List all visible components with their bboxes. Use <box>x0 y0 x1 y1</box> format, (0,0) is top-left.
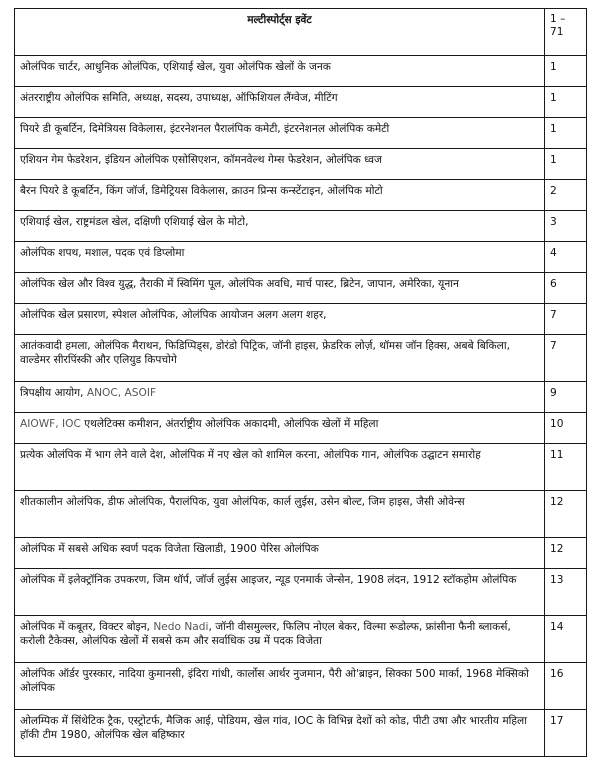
page-number: 17 <box>545 710 587 757</box>
page-number: 1 <box>545 118 587 149</box>
page-number: 1 <box>545 87 587 118</box>
topic-text: प्रत्येक ओलंपिक में भाग लेने वाले देश, ओलंपिक में नए खेल को शामिल करना, ओलंपिक गान, ओलंपिक उद्घाटन समारोह <box>20 449 481 461</box>
table-row <box>15 118 587 149</box>
topic-cell <box>15 304 545 335</box>
topic-text: ओलम्पिक में सिंथेटिक ट्रैक, एस्ट्रोटर्फ, मैजिक आई, पोडियम, खेल गांव, IOC के विभिन्न देशों को कोड, पीटी उषा और भारतीय महिला हॉकी टीम 1980, ओलंपिक खेल बहिष्कार <box>20 715 527 741</box>
table-row <box>15 491 587 538</box>
contents-table-frame <box>14 8 586 760</box>
table-row <box>15 663 587 710</box>
topic-text: ओलंपिक चार्टर, आधुनिक ओलंपिक, एशियाई खेल, युवा ओलंपिक खेलों के जनक <box>20 61 331 73</box>
topic-cell <box>15 118 545 149</box>
table-row <box>15 211 587 242</box>
topic-cell <box>15 710 545 757</box>
topic-text: Nedo Nadi <box>153 621 209 633</box>
page-number: 4 <box>545 242 587 273</box>
page-number: 3 <box>545 211 587 242</box>
topic-cell <box>15 335 545 382</box>
page-number: 2 <box>545 180 587 211</box>
table-row <box>15 616 587 663</box>
topic-cell <box>15 211 545 242</box>
table-row <box>15 444 587 491</box>
table-row <box>15 382 587 413</box>
topic-text: आतंकवादी हमला, ओलंपिक मैराथन, फिडिप्पिड्स, डोरंडो पिट्रिक, जॉनी हाइस, फ्रेडरिक लोर्ज़, थॉमस जॉन हिक्स, अबबे बिकिला, वाल्डेमर सीरपिंस्की और एलियुड किपचोगे <box>20 340 510 366</box>
table-row <box>15 304 587 335</box>
table-row <box>15 710 587 757</box>
page-number: 12 <box>545 538 587 569</box>
table-row <box>15 242 587 273</box>
section-page-range: 1 – 71 <box>545 9 587 56</box>
topic-cell <box>15 87 545 118</box>
topic-cell <box>15 616 545 663</box>
topic-cell <box>15 273 545 304</box>
topic-text: पियरे डी कूबर्टिन, दिमेत्रियस विकेलास, इंटरनेशनल पैरालंपिक कमेटी, इंटरनेशनल ओलंपिक कमेटी <box>20 123 390 135</box>
page-number: 16 <box>545 663 587 710</box>
table-row <box>15 569 587 616</box>
section-title: मल्टीस्पोर्ट्स इवेंट <box>15 9 545 56</box>
table-row <box>15 180 587 211</box>
topic-cell <box>15 569 545 616</box>
topic-text: AIOWF, IOC <box>20 418 81 430</box>
contents-table <box>14 8 587 757</box>
topic-text: एथलेटिक्स कमीशन, अंतर्राष्ट्रीय ओलंपिक अकादमी, ओलंपिक खेलों में महिला <box>80 418 379 430</box>
topic-text: ओलंपिक में कबूतर, विक्टर बोइन, <box>20 621 154 633</box>
topic-cell <box>15 56 545 87</box>
topic-cell <box>15 180 545 211</box>
page-number: 7 <box>545 304 587 335</box>
page-number: 1 <box>545 149 587 180</box>
page-number: 7 <box>545 335 587 382</box>
topic-cell <box>15 491 545 538</box>
topic-cell <box>15 538 545 569</box>
page-number: 11 <box>545 444 587 491</box>
page-number: 10 <box>545 413 587 444</box>
table-row <box>15 149 587 180</box>
table-header-row <box>15 9 587 56</box>
table-row <box>15 335 587 382</box>
topic-text: अंतरराष्ट्रीय ओलंपिक समिति, अध्यक्ष, सदस्य, उपाध्यक्ष, ऑफिशियल लैंग्वेज, मीटिंग <box>20 92 338 104</box>
topic-cell <box>15 382 545 413</box>
page-number: 9 <box>545 382 587 413</box>
table-row <box>15 538 587 569</box>
table-row <box>15 56 587 87</box>
page-number: 12 <box>545 491 587 538</box>
topic-text: ANOC, ASOIF <box>86 387 157 399</box>
topic-text: एशियन गेम फेडरेशन, इंडियन ओलंपिक एसोसिएशन, कॉमनवेल्थ गेम्स फेडरेशन, ओलंपिक ध्वज <box>20 154 382 166</box>
topic-cell <box>15 413 545 444</box>
topic-cell <box>15 663 545 710</box>
table-row <box>15 273 587 304</box>
page-number: 1 <box>545 56 587 87</box>
topic-cell <box>15 444 545 491</box>
topic-cell <box>15 242 545 273</box>
topic-text: , जॉनी वीसमुल्लर, फिलिप नोएल बेकर, विल्मा रूडोल्फ, फ्रांसीना फैनी ब्लाकर्स, करोली टैकेक्स, ओलंपिक खेलों में सबसे कम और सर्वाधिक उम्र में पदक विजेता <box>20 621 511 647</box>
topic-text: बैरन पियरे डे कूबर्टिन, किंग जॉर्ज, डिमेट्रियस विकेलास, क्राउन प्रिन्स कन्स्टेंटाइन, ओलंपिक मोटो <box>20 185 383 197</box>
topic-text: शीतकालीन ओलंपिक, डीफ ओलंपिक, पैरालंपिक, युवा ओलंपिक, कार्ल लुईस, उसेन बोल्ट, जिम हाइस, जैसी ओवेन्स <box>20 496 465 508</box>
page-number: 14 <box>545 616 587 663</box>
topic-text: ओलंपिक खेल और विश्व युद्ध, तैराकी में स्विमिंग पूल, ओलंपिक अवधि, मार्च पास्ट, ब्रिटेन, जापान, अमेरिका, यूनान <box>20 278 459 290</box>
topic-cell <box>15 149 545 180</box>
topic-text: ओलंपिक में इलेक्ट्रॉनिक उपकरण, जिम थॉर्प, जॉर्ज लुईस आइजर, न्यूड एनमार्क जेन्सेन, 1908 लंदन, 1912 स्टॉकहोम ओलंपिक <box>20 574 517 586</box>
page-number: 13 <box>545 569 587 616</box>
topic-text: ओलंपिक शपथ, मशाल, पदक एवं डिप्लोमा <box>20 247 185 259</box>
topic-text: त्रिपक्षीय आयोग, <box>20 387 87 399</box>
table-row <box>15 413 587 444</box>
topic-text: ओलंपिक ऑर्डर पुरस्कार, नादिया कुमानसी, इंदिरा गांधी, कार्लोस आर्थर नुजमान, पैरी ओ'ब्राइन, सिक्का 500 मार्का, 1968 मेक्सिको ओलंपिक <box>20 668 529 694</box>
table-row <box>15 87 587 118</box>
topic-text: ओलंपिक में सबसे अधिक स्वर्ण पदक विजेता खिलाडी, 1900 पेरिस ओलंपिक <box>20 543 319 555</box>
topic-text: ओलंपिक खेल प्रसारण, स्पेशल ओलंपिक, ओलंपिक आयोजन अलग अलग शहर, <box>20 309 327 321</box>
page-number: 6 <box>545 273 587 304</box>
topic-text: एशियाई खेल, राष्ट्रमंडल खेल, दक्षिणी एशियाई खेल के मोटो, <box>20 216 249 228</box>
